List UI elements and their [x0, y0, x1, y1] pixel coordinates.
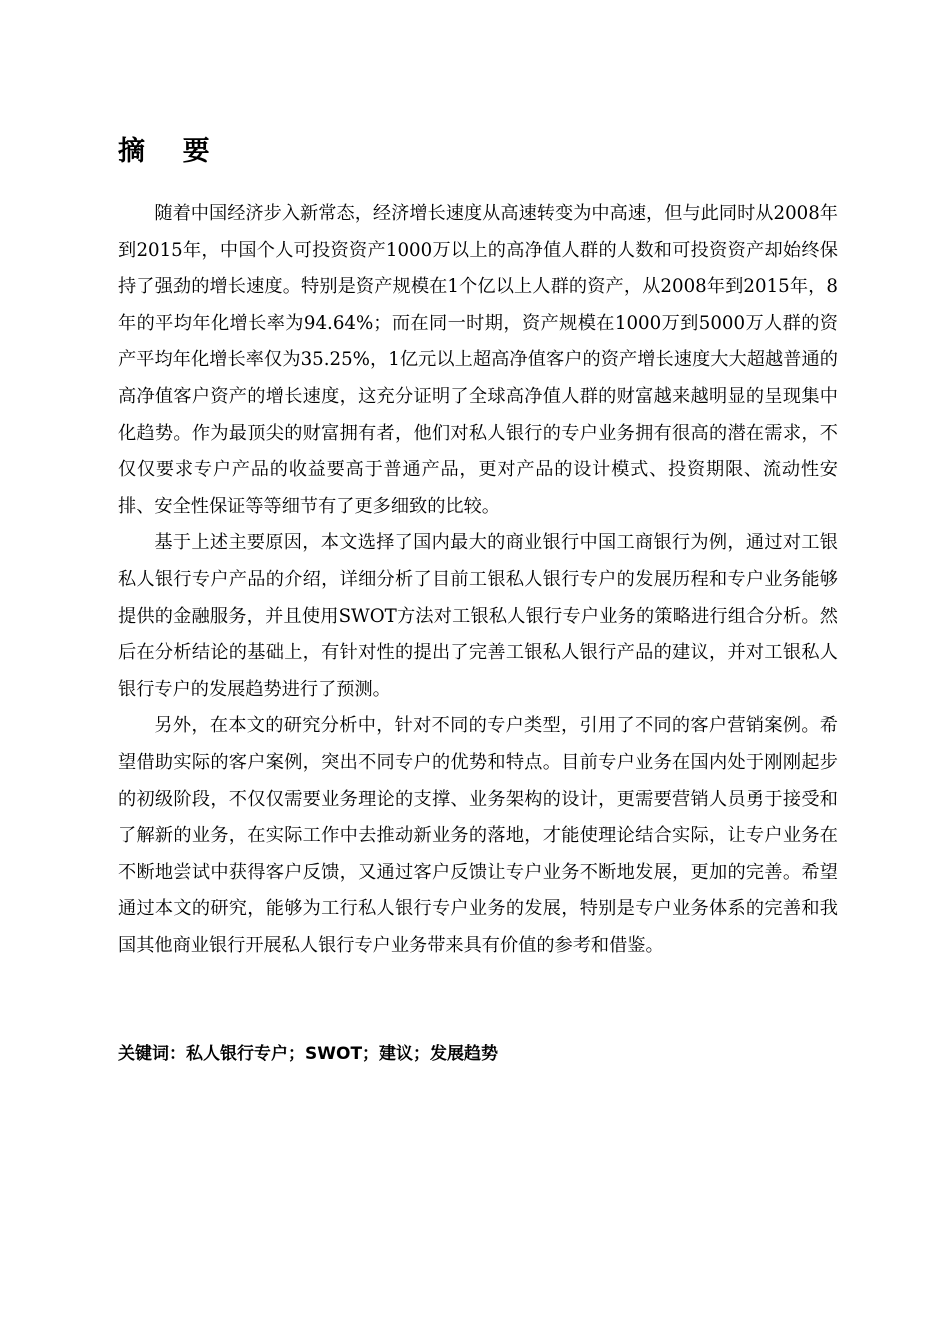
abstract-paragraph-3: 另外，在本文的研究分析中，针对不同的专户类型，引用了不同的客户营销案例。希望借助实际的客户案例，突出不同专户的优势和特点。目前专户业务在国内处于刚刚起步的初级阶段，不仅仅需要业务理论的支撑、业务架构的设计，更需要营销人员勇于接受和了解新的业务，在实际工作中去推动新业务的落地，才能使理论结合实际，让专户业务在不断地尝试中获得客户反馈，又通过客户反馈让专户业务不断地发展，更加的完善。希望通过本文的研究，能够为工行私人银行专户业务的发展，特别是专户业务体系的完善和我国其他商业银行开展私人银行专户业务带来具有价值的参考和借鉴。: [118, 715, 838, 956]
abstract-paragraph-1: 随着中国经济步入新常态，经济增长速度从高速转变为中高速，但与此同时从2008年到2015年，中国个人可投资资产1000万以上的高净值人群的人数和可投资资产却始终保持了强劲的增长速度。特别是资产规模在1个亿以上人群的资产，从2008年到2015年，8年的平均年化增长率为94.64%；而在同一时期，资产规模在1000万到5000万人群的资产平均年化增长率仅为35.25%，1亿元以上超高净值客户的资产增长速度大大超越普通的高净值客户资产的增长速度，这充分证明了全球高净值人群的财富越来越明显的呈现集中化趋势。作为最顶尖的财富拥有者，他们对私人银行的专户业务拥有很高的潜在需求，不仅仅要求专户产品的收益要高于普通产品，更对产品的设计模式、投资期限、流动性安排、安全性保证等等细节有了更多细致的比较。: [118, 203, 838, 517]
abstract-title: 摘 要: [118, 136, 210, 167]
abstract-body: [118, 196, 838, 964]
keywords-line: 关键词：私人银行专户；SWOT；建议；发展趋势: [118, 1044, 499, 1064]
abstract-paragraph-2: 基于上述主要原因，本文选择了国内最大的商业银行中国工商银行为例，通过对工银私人银行专户产品的介绍，详细分析了目前工银私人银行专户的发展历程和专户业务能够提供的金融服务，并且使用SWOT方法对工银私人银行专户业务的策略进行组合分析。然后在分析结论的基础上，有针对性的提出了完善工银私人银行产品的建议，并对工银私人银行专户的发展趋势进行了预测。: [118, 532, 838, 700]
